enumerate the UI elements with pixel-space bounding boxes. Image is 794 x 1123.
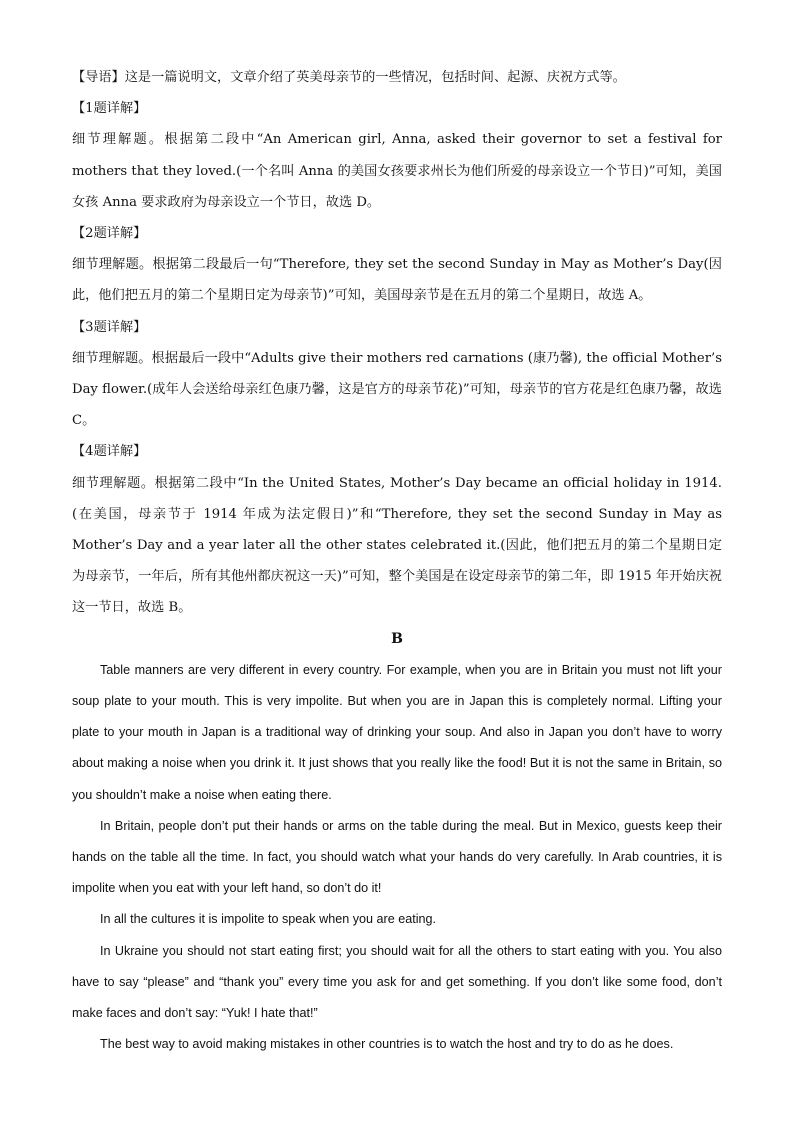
question-1-heading: 【1题详解】 [72, 101, 147, 117]
passage-paragraph-1: Table manners are very different in every country. For example, when you are in Britain you must not lift your soup plate to your mouth. This is very impolite. But when you are in Japan this is completely normal. Lifting your plate to your mouth in Japan is a traditional way of drinking your soup. And also in Japan you don’t have to worry about making a noise when you drink it. It just shows that you really like the food! But it is not the same in Britain, so you shouldn’t make a noise when eating there. [72, 662, 722, 802]
passage-paragraph-2: In Britain, people don’t put their hands or arms on the table during the meal. But in Mexico, guests keep their hands on the table all the time. In fact, you should watch what your hands do very carefully. In Arab countries, it is impolite when you eat with your left hand, so don’t do it! [72, 818, 722, 896]
document-page [72, 62, 722, 1061]
question-3-heading: 【3题详解】 [72, 319, 147, 335]
question-2-heading: 【2题详解】 [72, 226, 147, 242]
analysis-intro: 【导语】这是一篇说明文，文章介绍了英美母亲节的一些情况，包括时间、起源、庆祝方式等。 [72, 70, 626, 85]
question-1-explanation: 细节理解题。根据第二段中“An American girl, Anna, asked their governor to set a festival for mothers that they loved.(一个名叫 Anna 的美国女孩要求州长为他们所爱的母亲设立一个节日)”可知，美国女孩 Anna 要求政府为母亲设立一个节日，故选 D。 [72, 132, 722, 210]
passage-b-title: B [391, 630, 403, 647]
passage-paragraph-3: In all the cultures it is impolite to speak when you are eating. [100, 912, 437, 927]
passage-paragraph-4: In Ukraine you should not start eating first; you should wait for all the others to start eating with you. You also have to say “please” and “thank you” every time you ask for and get something. If you don’t like some food, don’t make faces and don’t say: “Yuk! I hate that!” [72, 943, 722, 1021]
passage-paragraph-5: The best way to avoid making mistakes in other countries is to watch the host and try to do as he does. [100, 1037, 674, 1052]
question-3-explanation: 细节理解题。根据最后一段中“Adults give their mothers red carnations (康乃馨), the official Mother’s Day flower.(成年人会送给母亲红色康乃馨，这是官方的母亲节花)”可知，母亲节的官方花是红色康乃馨，故选 C。 [72, 350, 722, 429]
question-4-heading: 【4题详解】 [72, 444, 147, 460]
question-2-explanation: 细节理解题。根据第二段最后一句“Therefore, they set the second Sunday in May as Mother’s Day(因此，他们把五月的第二个星期日定为母亲节)”可知，美国母亲节是在五月的第二个星期日，故选 A。 [72, 257, 722, 304]
question-4-explanation: 细节理解题。根据第二段中“In the United States, Mother’s Day became an official holiday in 1914.(在美国，母亲节于 1914 年成为法定假日)”和“Therefore, they set the second Sunday in May as Mother’s Day and a year later all the other states celebrated it.(因此，他们把五月的第二个星期日定为母亲节，一年后，所有其他州都庆祝这一天)”可知，整个美国是在设定母亲节的第二年，即 1915 年开始庆祝这一节日，故选 B。 [72, 475, 722, 616]
